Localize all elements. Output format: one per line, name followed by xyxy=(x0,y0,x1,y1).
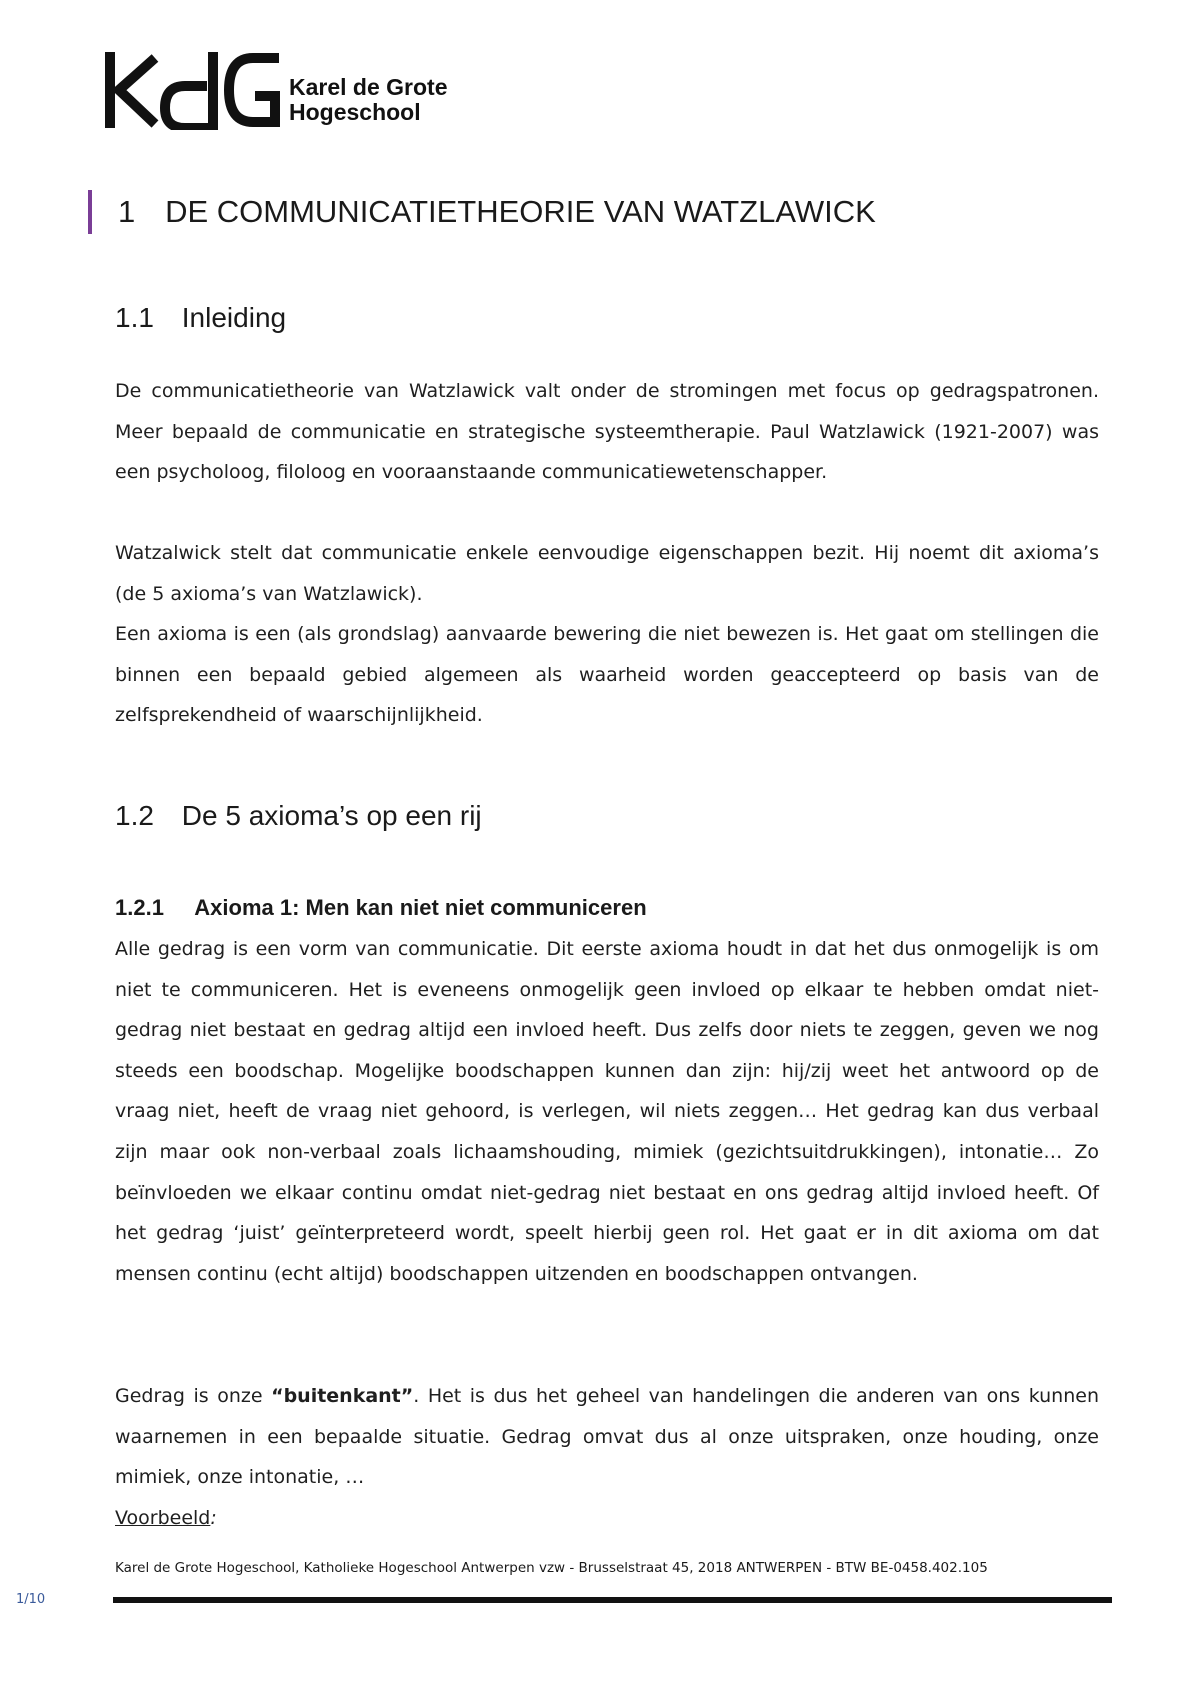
section-heading-inleiding xyxy=(115,300,1105,336)
intro-paragraph-3: Een axioma is een (als grondslag) aanvaarde bewering die niet bewezen is. Het gaat om stellingen die binnen een bepaald gebied algemeen als waarheid worden geaccepteerd op basis van de zelfsprekendheid of waarschijnlijkheid. xyxy=(115,623,1099,727)
logo-wordmark xyxy=(289,75,448,125)
axioma-1-paragraph: Alle gedrag is een vorm van communicatie. Dit eerste axioma houdt in dat het dus onmogelijk is om niet te communiceren. Het is eveneens onmogelijk geen invloed op elkaar te hebben omdat niet-gedrag niet bestaat en gedrag altijd een invloed heeft. Dus zelfs door niets te zeggen, geven we nog steeds een boodschap. Mogelijke boodschappen kunnen dan zijn: hij/zij weet het antwoord op de vraag niet, heeft de vraag niet gehoord, is verlegen, wil niets zeggen… Het gedrag kan dus verbaal zijn maar ook non-verbaal zoals lichaamshouding, mimiek (gezichtsuitdrukkingen), intonatie… Zo beïnvloeden we elkaar continu omdat niet-gedrag niet bestaat en ons gedrag altijd invloed heeft. Of het gedrag ‘juist’ geïnterpreteerd wordt, speelt hierbij geen rol. Het gaat er in dit axioma om dat mensen continu (echt altijd) boodschappen uitzenden en boodschappen ontvangen. xyxy=(115,938,1099,1285)
footer-address: Karel de Grote Hogeschool, Katholieke Hogeschool Antwerpen vzw - Brusselstraat 45, 2018 ANTWERPEN - BTW BE-0458.402.105 xyxy=(115,1560,988,1576)
logo-line-2: Hogeschool xyxy=(289,99,421,125)
chapter-heading xyxy=(88,190,1138,234)
section-number: 1.2 xyxy=(115,800,154,831)
footer-rule xyxy=(113,1597,1112,1603)
page-number: 1/10 xyxy=(16,1592,46,1607)
kdg-logo-mark xyxy=(103,50,283,130)
subsection-title: Axioma 1: Men kan niet niet communiceren xyxy=(194,895,647,920)
subsection-number: 1.2.1 xyxy=(115,895,164,920)
gedrag-prefix: Gedrag is onze xyxy=(115,1385,272,1407)
gedrag-paragraph xyxy=(115,1376,1099,1498)
chapter-number: 1 xyxy=(118,194,136,229)
section-title: De 5 axioma’s op een rij xyxy=(181,800,482,831)
section-heading-axiomas xyxy=(115,798,1105,834)
voorbeeld-colon: : xyxy=(210,1507,217,1529)
gedrag-bold-term: “buitenkant” xyxy=(271,1385,414,1407)
intro-paragraph-2: Watzalwick stelt dat communicatie enkele eenvoudige eigenschappen bezit. Hij noemt dit axioma’s (de 5 axioma’s van Watzlawick). xyxy=(115,542,1099,605)
voorbeeld-label: Voorbeeld xyxy=(115,1507,211,1529)
intro-paragraph-1: De communicatietheorie van Watzlawick valt onder de stromingen met focus op gedragspatronen. Meer bepaald de communicatie en strategische systeemtherapie. Paul Watzlawick (1921-2007) was een psycholoog, filoloog en vooraanstaande communicatiewetenschapper. xyxy=(115,380,1099,484)
section-title: Inleiding xyxy=(181,302,287,333)
gedrag-suffix: . Het is dus het geheel van handelingen die anderen van ons kunnen waarnemen in een bepaalde situatie. Gedrag omvat dus al onze uitspraken, onze houding, onze mimiek, onze intonatie, … xyxy=(115,1385,1099,1489)
voorbeeld-line xyxy=(115,1498,1099,1539)
chapter-title: DE COMMUNICATIETHEORIE VAN WATZLAWICK xyxy=(165,194,876,229)
subsection-heading-axioma-1 xyxy=(115,893,1105,923)
section-number: 1.1 xyxy=(115,302,154,333)
kdg-logo xyxy=(103,50,483,140)
logo-line-1: Karel de Grote xyxy=(289,74,448,100)
